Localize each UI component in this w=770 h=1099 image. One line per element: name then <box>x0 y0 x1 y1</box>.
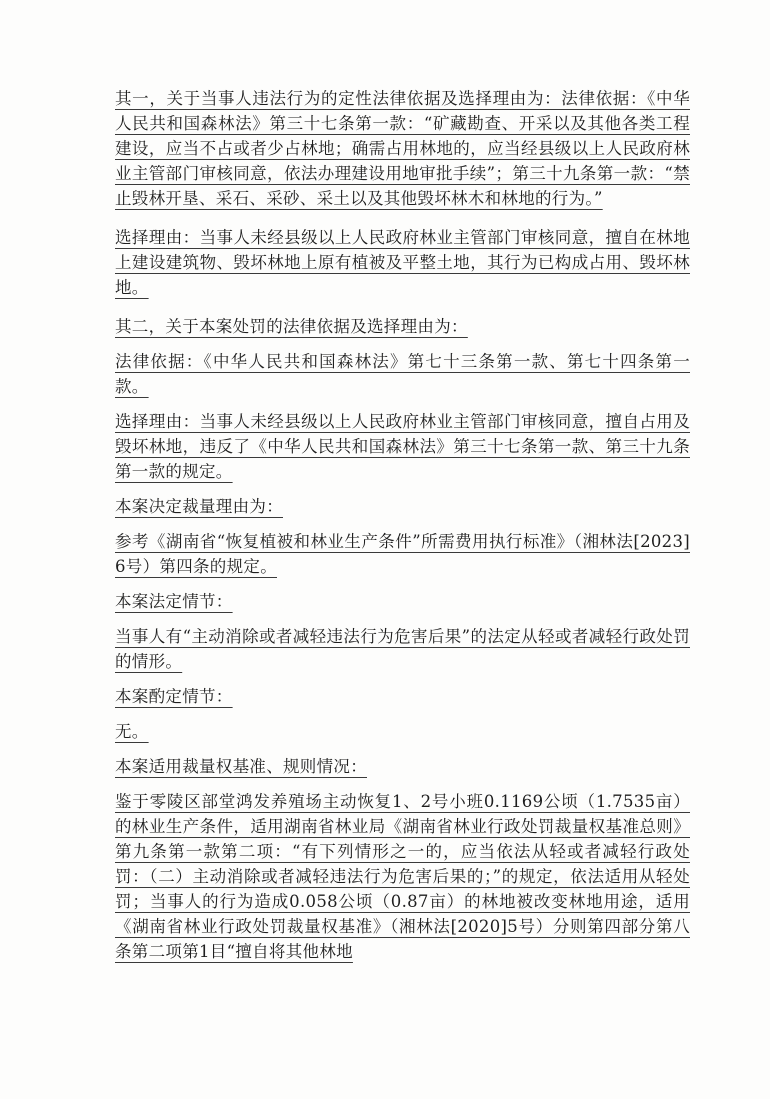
paragraph-none: 无。 <box>115 722 149 741</box>
paragraph-selection-reason-1: 选择理由：当事人未经县级以上人民政府林业主管部门审核同意，擅自在林地上建设建筑物、毁坏林地上原有植被及平整土地，其行为已构成占用、毁坏林地。 <box>115 228 690 297</box>
paragraph-statutory-heading: 本案法定情节： <box>115 592 233 611</box>
paragraph-selection-reason-2: 选择理由：当事人未经县级以上人民政府林业主管部门审核同意，擅自占用及毁坏林地，违反了《中华人民共和国森林法》第三十七条第一款、第三十九条第一款的规定。 <box>115 412 690 481</box>
paragraph-benchmark-heading: 本案适用裁量权基准、规则情况： <box>115 757 367 776</box>
paragraph-discretionary-heading: 本案酌定情节： <box>115 687 233 706</box>
paragraph-penalty-basis-heading: 其二，关于本案处罚的法律依据及选择理由为： <box>115 317 468 336</box>
paragraph-legal-basis: 法律依据：《中华人民共和国森林法》第七十三条第一款、第七十四条第一款。 <box>115 352 690 396</box>
document-body <box>115 86 690 964</box>
paragraph-discretion-heading: 本案决定裁量理由为： <box>115 497 283 516</box>
paragraph-benchmark-details: 鉴于零陵区部堂鸿发养殖场主动恢复1、2号小班0.1169公顷（1.7535亩）的林业生产条件，适用湖南省林业局《湖南省林业行政处罚裁量权基准总则》第九条第一款第二项：“有下列情形之一的，应当依法从轻或者减轻行政处罚：（二）主动消除或者减轻违法行为危害后果的；”的规定，依法适用从轻处罚；当事人的行为造成0.058公顷（0.87亩）的林地被改变林地用途，适用《湖南省林业行政处罚裁量权基准》（湘林法[2020]5号）分则第四部分第八条第二项第1目“擅自将其他林地 <box>115 792 690 961</box>
paragraph-statutory-circumstance: 当事人有“主动消除或者减轻违法行为危害后果”的法定从轻或者减轻行政处罚的情形。 <box>115 627 690 671</box>
paragraph-qualification-basis: 其一，关于当事人违法行为的定性法律依据及选择理由为：法律依据：《中华人民共和国森林法》第三十七条第一款：“矿藏勘查、开采以及其他各类工程建设，应当不占或者少占林地；确需占用林地的，应当经县级以上人民政府林业主管部门审核同意，依法办理建设用地审批手续”；第三十九条第一款：“禁止毁林开垦、采石、采砂、采土以及其他毁坏林木和林地的行为。” <box>115 89 690 208</box>
paragraph-discretion-reference: 参考《湖南省“恢复植被和林业生产条件”所需费用执行标准》（湘林法[2023]6号）第四条的规定。 <box>115 532 690 576</box>
